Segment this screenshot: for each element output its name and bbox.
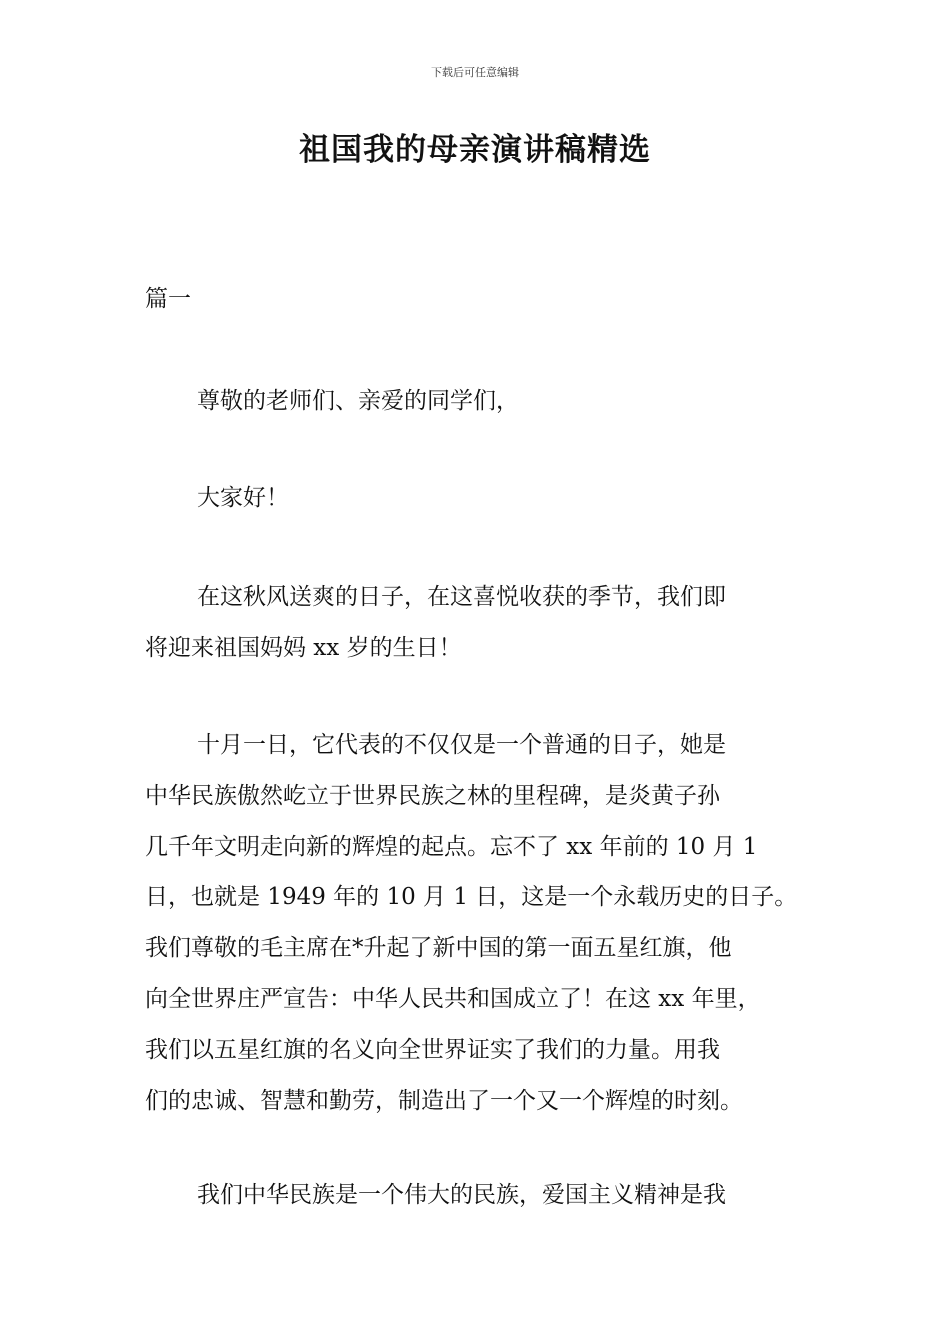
paragraph-line: 将迎来祖国妈妈 xx 岁的生日！ — [145, 634, 462, 661]
paragraph-greeting — [145, 376, 810, 427]
paragraph-line: 十月一日，它代表的不仅仅是一个普通的日子，她是 — [197, 732, 726, 758]
paragraph-line: 日，也就是 1949 年的 10 月 1 日，这是一个永载历史的日子。 — [145, 884, 798, 911]
paragraph-line: 我们尊敬的毛主席在*升起了新中国的第一面五星红旗，他 — [145, 935, 732, 962]
paragraph-autumn — [145, 572, 810, 674]
paragraph-line: 向全世界庄严宣告：中华人民共和国成立了！在这 xx 年里， — [145, 985, 761, 1012]
paragraph-line: 们的忠诚、智慧和勤劳，制造出了一个又一个辉煌的时刻。 — [145, 1087, 743, 1114]
paragraph-line: 几千年文明走向新的辉煌的起点。忘不了 xx 年前的 10 月 1 — [145, 833, 758, 860]
document-title: 祖国我的母亲演讲稿精选 — [299, 132, 651, 168]
paragraph-line: 大家好！ — [197, 485, 289, 511]
paragraph-line: 我们以五星红旗的名义向全世界证实了我们的力量。用我 — [145, 1036, 720, 1063]
paragraph-october-first — [145, 720, 810, 1126]
section-label: 篇一 — [145, 286, 191, 312]
paragraph-line: 在这秋风送爽的日子，在这喜悦收获的季节，我们即 — [197, 584, 726, 610]
paragraph-line: 我们中华民族是一个伟大的民族，爱国主义精神是我 — [197, 1182, 726, 1208]
paragraph-line: 尊敬的老师们、亲爱的同学们， — [197, 388, 519, 414]
paragraph-line: 中华民族傲然屹立于世界民族之林的里程碑，是炎黄子孙 — [145, 782, 720, 809]
paragraph-great-nation — [145, 1170, 810, 1221]
header-note: 下载后可任意编辑 — [431, 66, 519, 79]
paragraph-hello — [145, 473, 810, 524]
